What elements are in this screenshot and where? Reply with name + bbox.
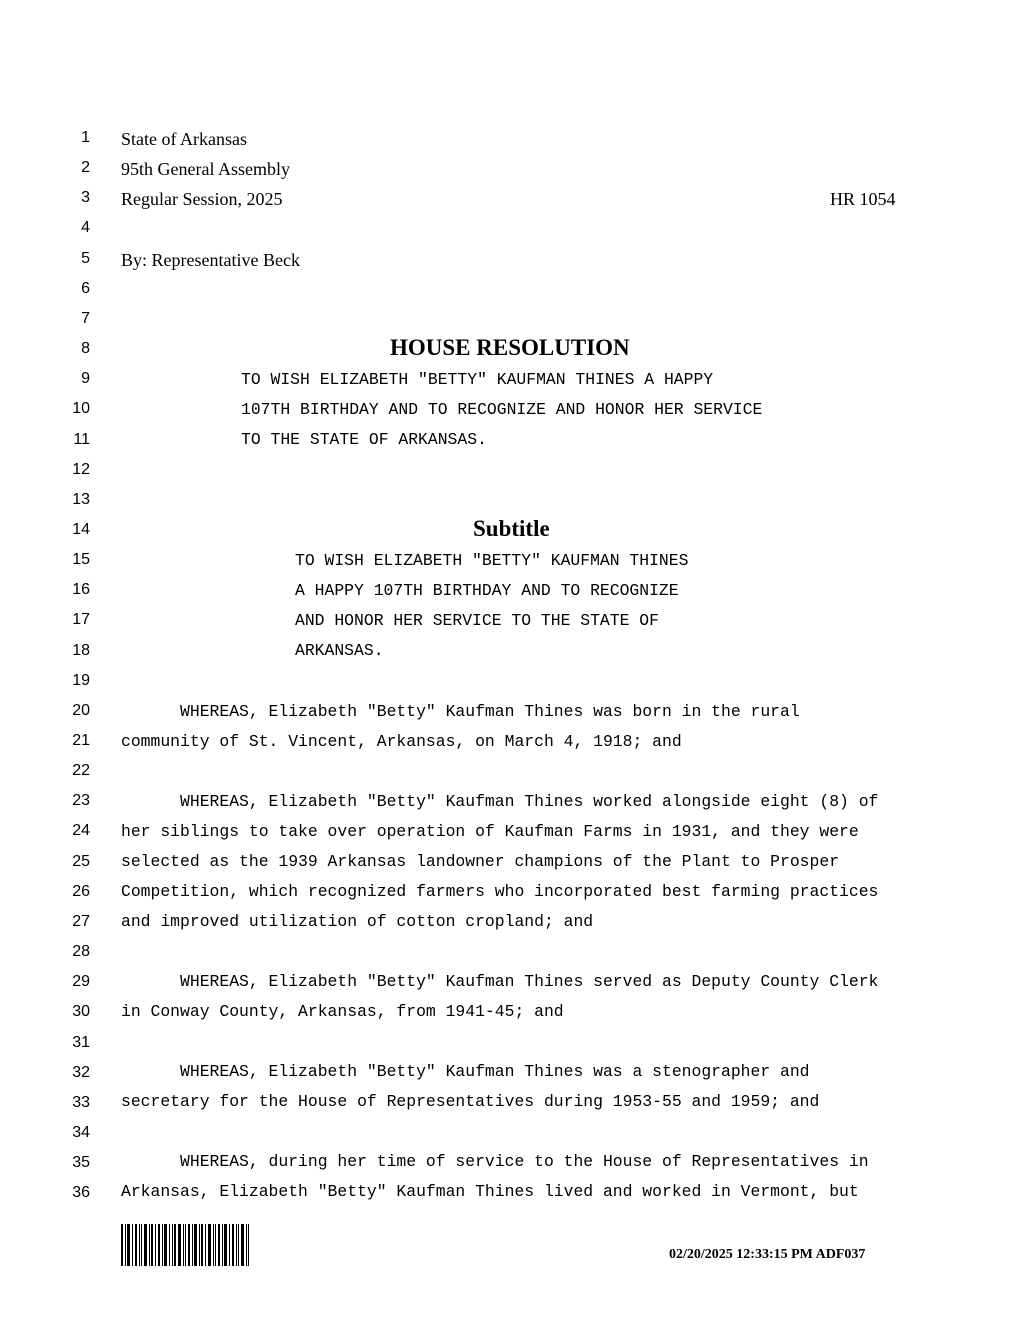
line-number: 34 xyxy=(72,1123,90,1141)
line-number: 35 xyxy=(72,1154,90,1172)
subtitle-heading: Subtitle xyxy=(473,516,550,541)
session: Regular Session, 2025 xyxy=(121,189,283,209)
line-number: 5 xyxy=(81,249,90,267)
subtitle-line: TO WISH ELIZABETH "BETTY" KAUFMAN THINES xyxy=(295,551,689,570)
line-number: 27 xyxy=(72,912,90,930)
line-number: 16 xyxy=(72,581,90,599)
line-number: 30 xyxy=(72,1003,90,1021)
line-number: 26 xyxy=(72,882,90,900)
line-number: 20 xyxy=(72,701,90,719)
body-line: WHEREAS, Elizabeth "Betty" Kaufman Thines was a stenographer and xyxy=(121,1062,810,1081)
line-number: 3 xyxy=(81,189,90,207)
state-name: State of Arkansas xyxy=(121,129,247,149)
line-number: 10 xyxy=(72,400,90,418)
body-line: Competition, which recognized farmers who incorporated best farming practices xyxy=(121,882,879,901)
line-number: 31 xyxy=(72,1033,90,1051)
line-number: 36 xyxy=(72,1184,90,1202)
line-number: 9 xyxy=(81,370,90,388)
body-line: secretary for the House of Representatives during 1953-55 and 1959; and xyxy=(121,1092,820,1111)
footer-timestamp: 02/20/2025 12:33:15 PM ADF037 xyxy=(669,1247,866,1262)
line-number: 29 xyxy=(72,973,90,991)
body-line: WHEREAS, Elizabeth "Betty" Kaufman Thines served as Deputy County Clerk xyxy=(121,972,879,991)
body-line: community of St. Vincent, Arkansas, on March 4, 1918; and xyxy=(121,732,682,751)
body-line: her siblings to take over operation of Kaufman Farms in 1931, and they were xyxy=(121,822,859,841)
line-number: 13 xyxy=(72,490,90,508)
line-number: 2 xyxy=(81,159,90,177)
sponsor: By: Representative Beck xyxy=(121,250,300,270)
body-line: WHEREAS, during her time of service to the House of Representatives in xyxy=(121,1152,869,1171)
line-number: 33 xyxy=(72,1093,90,1111)
body-line: WHEREAS, Elizabeth "Betty" Kaufman Thines worked alongside eight (8) of xyxy=(121,792,879,811)
line-number: 17 xyxy=(72,611,90,629)
body-line: in Conway County, Arkansas, from 1941-45; and xyxy=(121,1002,564,1021)
line-number: 12 xyxy=(72,460,90,478)
line-number: 11 xyxy=(73,430,90,448)
body-line: Arkansas, Elizabeth "Betty" Kaufman Thines lived and worked in Vermont, but xyxy=(121,1182,859,1201)
general-assembly: 95th General Assembly xyxy=(121,159,290,179)
line-number: 18 xyxy=(72,641,90,659)
title-line: TO THE STATE OF ARKANSAS. xyxy=(241,430,487,449)
body-line: WHEREAS, Elizabeth "Betty" Kaufman Thines was born in the rural xyxy=(121,702,800,721)
line-number: 1 xyxy=(81,129,90,146)
line-number: 23 xyxy=(72,792,90,810)
subtitle-line: ARKANSAS. xyxy=(295,641,384,660)
title-line: 107TH BIRTHDAY AND TO RECOGNIZE AND HONOR HER SERVICE xyxy=(241,400,763,419)
line-number: 15 xyxy=(72,551,90,569)
body-line: and improved utilization of cotton cropland; and xyxy=(121,912,594,931)
barcode-icon xyxy=(121,1224,249,1266)
subtitle-line: AND HONOR HER SERVICE TO THE STATE OF xyxy=(295,611,659,630)
line-number: 32 xyxy=(72,1063,90,1081)
line-number: 6 xyxy=(81,279,90,297)
line-number: 21 xyxy=(72,732,90,749)
resolution-heading: HOUSE RESOLUTION xyxy=(390,335,630,360)
line-number: 7 xyxy=(81,309,90,327)
body-line: selected as the 1939 Arkansas landowner champions of the Plant to Prosper xyxy=(121,852,840,871)
subtitle-line: A HAPPY 107TH BIRTHDAY AND TO RECOGNIZE xyxy=(295,581,679,600)
bill-number: HR 1054 xyxy=(830,189,896,209)
line-number: 25 xyxy=(72,852,90,870)
title-line: TO WISH ELIZABETH "BETTY" KAUFMAN THINES A HAPPY xyxy=(241,370,714,389)
line-number: 19 xyxy=(72,671,90,689)
line-number: 22 xyxy=(72,762,90,780)
line-number: 8 xyxy=(81,340,90,358)
line-number: 28 xyxy=(72,943,90,961)
line-number: 4 xyxy=(81,219,90,237)
line-number: 14 xyxy=(72,520,90,538)
line-number: 24 xyxy=(72,822,90,840)
